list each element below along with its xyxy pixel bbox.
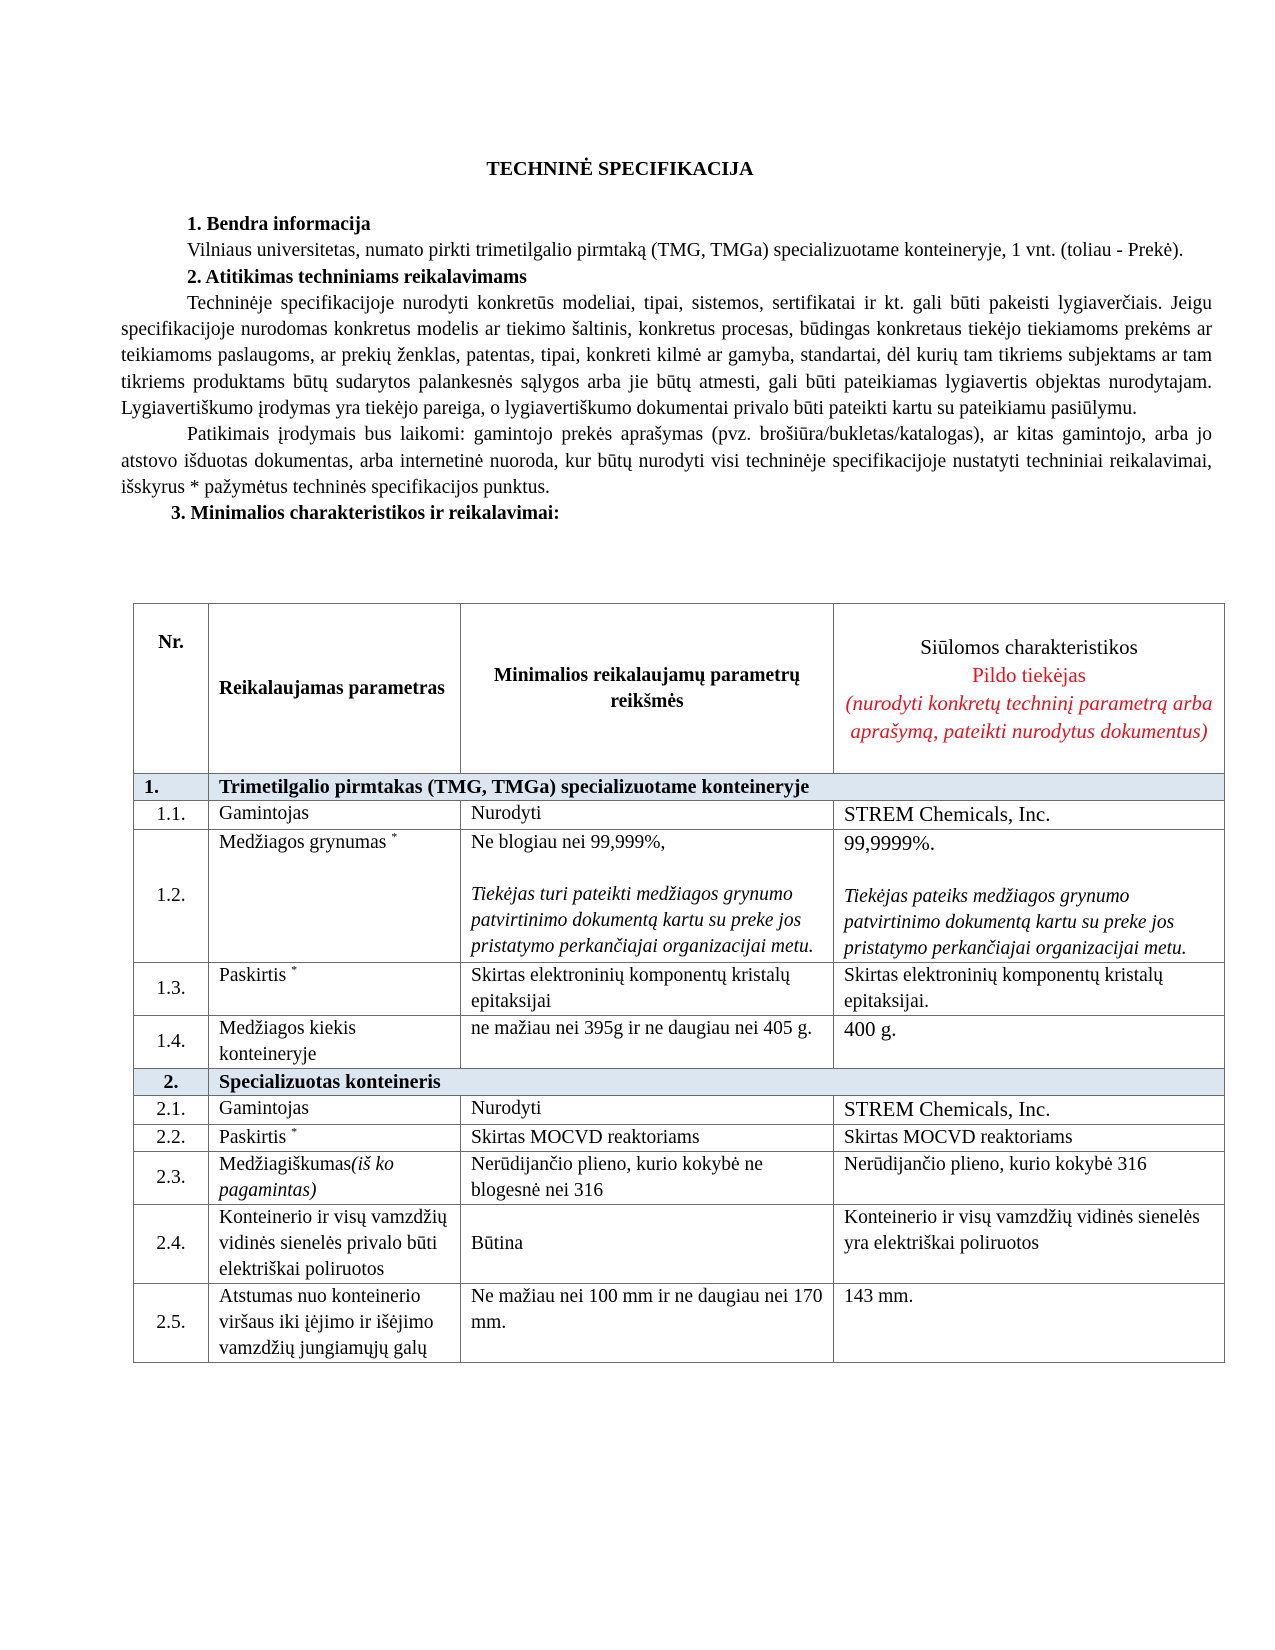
parameter-label: Paskirtis [219,1127,287,1148]
offered-value-note: Tiekėjas pateiks medžiagos grynumo patvirtinimo dokumentą kartu su preke jos pristatymo perkančiajai organizacijai metu. [844,886,1187,959]
row-parameter [209,1284,461,1363]
row-number: 2.2. [134,1125,209,1152]
row-parameter [209,830,461,963]
row-offered-value [834,801,1225,830]
table-row [134,1016,1225,1069]
row-offered-value [834,1205,1225,1284]
minimum-value-text: ne mažiau nei 395g ir ne daugiau nei 405 g. [471,1018,813,1039]
row-minimum-value [461,830,834,963]
section-2-heading: 2. Atitikimas techniniams reikalavimams [187,266,527,288]
offered-value-text: Skirtas elektroninių komponentų kristalų epitaksijai. [844,965,1163,1012]
table-row [134,1096,1225,1125]
table-row [134,830,1225,963]
asterisk-marker: * [291,962,298,977]
section-number: 1. [134,774,209,801]
table-row [134,1152,1225,1205]
header-parameter: Reikalaujamas parametras [209,604,461,774]
table-row [134,801,1225,830]
section-2-paragraph-1: Techninėje specifikacijoje nurodyti konkretūs modeliai, tipai, sistemos, sertifikatai ir kt. gali būti pakeisti lygiaverčiais. Jeigu specifikacijoje nurodomas konkretus modelis ar tiekimo šaltinis, konkretus procesas, būdingas konkretaus tiekėjo tiekiamoms prekėms ar teikiamoms paslaugoms, ar prekių ženklas, patentas, tipai, konkreti kilmė ar gamyba, standartai, dėl kurių tam tikriems subjektams ar tam tikriems produktams būtų sudarytos palankesnės sąlygos arba jie būtų atmesti, gali būti pateikiamas lygiavertis objektas nurodytajam. Lygiavertiškumo įrodymas yra tiekėjo pareiga, o lygiavertiškumo dokumentai privalo būti pateikti kartu su pateikiamu pasiūlymu. [121,292,1212,420]
row-offered-value [834,830,1225,963]
parameter-label: Gamintojas [219,803,309,824]
row-offered-value [834,1152,1225,1205]
header-nr: Nr. [134,604,209,774]
header-offer-filled-by: Pildo tiekėjas [972,662,1086,687]
header-minimum-values: Minimalios reikalaujamų parametrų reikšmės [461,604,834,774]
section-number: 2. [134,1069,209,1096]
row-minimum-value [461,1152,834,1205]
parameter-label: Medžiagos grynumas [219,832,387,853]
header-offer-title: Siūlomos charakteristikos [920,634,1138,659]
section-1-text: Vilniaus universitetas, numato pirkti trimetilgalio pirmtaką (TMG, TMGa) specializuotame konteineryje, 1 vnt. (toliau - Prekė). [187,240,1184,262]
row-number: 1.4. [134,1016,209,1069]
offered-value-text: Skirtas MOCVD reaktoriams [844,1127,1073,1148]
minimum-value-text: Skirtas MOCVD reaktoriams [471,1127,700,1148]
table-row [134,963,1225,1016]
section-row [134,1069,1225,1096]
row-parameter [209,1205,461,1284]
spacer [844,858,1214,884]
minimum-value-text: Ne blogiau nei 99,999%, [471,832,666,853]
row-minimum-value [461,963,834,1016]
minimum-value-text: Skirtas elektroninių komponentų kristalų epitaksijai [471,965,790,1012]
offered-value-text: 99,9999%. [844,831,935,855]
minimum-value-text: Nurodyti [471,1098,542,1119]
section-row [134,774,1225,801]
spacer [471,856,823,882]
section-2-paragraph-2: Patikimais įrodymais bus laikomi: gamintojo prekės aprašymas (pvz. brošiūra/bukletas/katalogas), ar kitas gamintojo, arba jo atstovo išduotas dokumentas, arba internetinė nuoroda, kur būtų nurodyti visi techninėje specifikacijoje nustatyti techniniai reikalavimai, išskyrus * pažymėtus techninės specifikacijos punktus. [121,424,1212,498]
table-header-row [134,604,1225,774]
parameter-label: Atstumas nuo konteinerio viršaus iki įėjimo ir išėjimo vamzdžių jungiamųjų galų [219,1286,434,1359]
offered-value-text: STREM Chemicals, Inc. [844,1097,1051,1121]
parameter-label: Medžiagiškumas [219,1154,352,1175]
section-1-heading: 1. Bendra informacija [187,214,371,235]
document-title: TECHNINĖ SPECIFIKACIJA [486,158,754,180]
parameter-label: Medžiagos kiekis konteineryje [219,1018,357,1065]
row-number: 1.3. [134,963,209,1016]
row-offered-value [834,1016,1225,1069]
row-minimum-value [461,1096,834,1125]
minimum-value-text: Nurodyti [471,803,542,824]
minimum-value-note: Tiekėjas turi pateikti medžiagos grynumo patvirtinimo dokumentą kartu su preke jos pristatymo perkančiajai organizacijai metu. [471,884,814,957]
parameter-label: Paskirtis [219,965,287,986]
header-offered-characteristics [834,604,1225,774]
row-parameter [209,1152,461,1205]
minimum-value-text: Būtina [471,1233,523,1254]
row-minimum-value [461,1284,834,1363]
row-minimum-value [461,801,834,830]
row-parameter [209,963,461,1016]
minimum-value-text: Ne mažiau nei 100 mm ir ne daugiau nei 170 mm. [471,1286,823,1333]
row-parameter [209,1016,461,1069]
parameter-label: Konteinerio ir visų vamzdžių vidinės sienelės privalo būti elektriškai poliruotos [219,1207,447,1280]
specification-table [133,603,1225,1363]
offered-value-text: STREM Chemicals, Inc. [844,802,1051,826]
minimum-value-text: Nerūdijančio plieno, kurio kokybė ne blogesnė nei 316 [471,1154,763,1201]
row-parameter [209,1096,461,1125]
offered-value-text: 143 mm. [844,1286,914,1307]
parameter-italic-note: (iš ko pagamintas) [219,1154,394,1201]
row-number: 1.2. [134,830,209,963]
offered-value-text: 400 g. [844,1017,897,1041]
header-offer-note: (nurodyti konkretų techninį parametrą arba aprašymą, pateikti nurodytus dokumentus) [845,690,1213,743]
table-row [134,1125,1225,1152]
row-number: 2.4. [134,1205,209,1284]
row-offered-value [834,1096,1225,1125]
section-title: Specializuotas konteineris [209,1069,1225,1096]
row-offered-value [834,1284,1225,1363]
section-title: Trimetilgalio pirmtakas (TMG, TMGa) specializuotame konteineryje [209,774,1225,801]
table-body [134,774,1225,1363]
table-row [134,1205,1225,1284]
intro-sections [121,212,1212,528]
row-parameter [209,1125,461,1152]
row-minimum-value [461,1125,834,1152]
offered-value-text: Nerūdijančio plieno, kurio kokybė 316 [844,1154,1147,1175]
row-number: 1.1. [134,801,209,830]
section-3-heading: 3. Minimalios charakteristikos ir reikalavimai: [171,503,560,525]
row-offered-value [834,1125,1225,1152]
asterisk-marker: * [291,1124,298,1139]
row-parameter [209,801,461,830]
asterisk-marker: * [391,829,398,844]
parameter-label: Gamintojas [219,1098,309,1119]
row-minimum-value [461,1205,834,1284]
offered-value-text: Konteinerio ir visų vamzdžių vidinės sienelės yra elektriškai poliruotos [844,1207,1200,1254]
row-number: 2.3. [134,1152,209,1205]
row-number: 2.1. [134,1096,209,1125]
table-row [134,1284,1225,1363]
row-offered-value [834,963,1225,1016]
row-number: 2.5. [134,1284,209,1363]
row-minimum-value [461,1016,834,1069]
